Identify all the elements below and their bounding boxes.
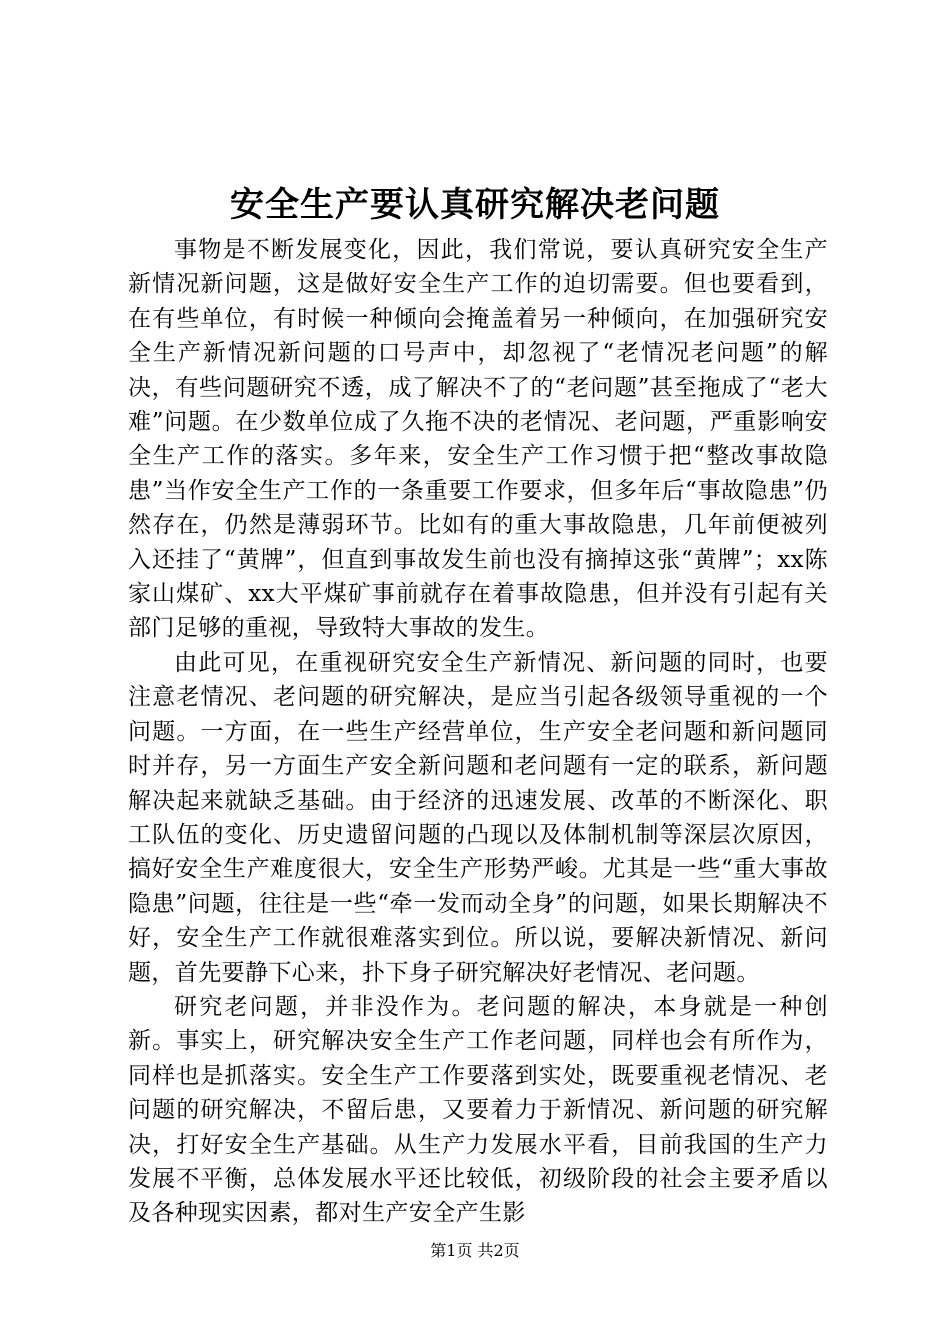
paragraph: 研究老问题，并非没作为。老问题的解决，本身就是一种创新。事实上，研究解决安全生产工作老问题，同样也会有所作为，同样也是抓落实。安全生产工作要落到实处，既要重视老情况、老问题的研究解决，不留后患，又要着力于新情况、新问题的研究解决，打好安全生产基础。从生产力发展水平看，目前我国的生产力发展不平衡，总体发展水平还比较低，初级阶段的社会主要矛盾以及各种现实因素，都对生产安全产生影 xyxy=(128,993,828,1227)
document-body xyxy=(128,233,828,1231)
paragraph: 由此可见，在重视研究安全生产新情况、新问题的同时，也要注意老情况、老问题的研究解决，是应当引起各级领导重视的一个问题。一方面，在一些生产经营单位，生产安全老问题和新问题同时并存，另一方面生产安全新问题和老问题有一定的联系，新问题解决起来就缺乏基础。由于经济的迅速发展、改革的不断深化、职工队伍的变化、历史遗留问题的凸现以及体制机制等深层次原因，搞好安全生产难度很大，安全生产形势严峻。尤其是一些“重大事故隐患”问题，往往是一些“牵一发而动全身”的问题，如果长期解决不好，安全生产工作就很难落实到位。所以说，要解决新情况、新问题，首先要静下心来，扑下身子研究解决好老情况、老问题。 xyxy=(128,649,828,986)
page-footer: 第1页 共2页 xyxy=(430,1241,520,1260)
paragraph: 事物是不断发展变化，因此，我们常说，要认真研究安全生产新情况新问题，这是做好安全生产工作的迫切需要。但也要看到，在有些单位，有时候一种倾向会掩盖着另一种倾向，在加强研究安全生产新情况新问题的口号声中，却忽视了“老情况老问题”的解决，有些问题研究不透，成了解决不了的“老问题”甚至拖成了“老大难”问题。在少数单位成了久拖不决的老情况、老问题，严重影响安全生产工作的落实。多年来，安全生产工作习惯于把“整改事故隐患”当作安全生产工作的一条重要工作要求，但多年后“事故隐患”仍然存在，仍然是薄弱环节。比如有的重大事故隐患，几年前便被列入还挂了“黄牌”，但直到事故发生前也没有摘掉这张“黄牌”；xx陈家山煤矿、xx大平煤矿事前就存在着事故隐患，但并没有引起有关部门足够的重视，导致特大事故的发生。 xyxy=(128,237,828,642)
document-title: 安全生产要认真研究解决老问题 xyxy=(230,184,720,225)
